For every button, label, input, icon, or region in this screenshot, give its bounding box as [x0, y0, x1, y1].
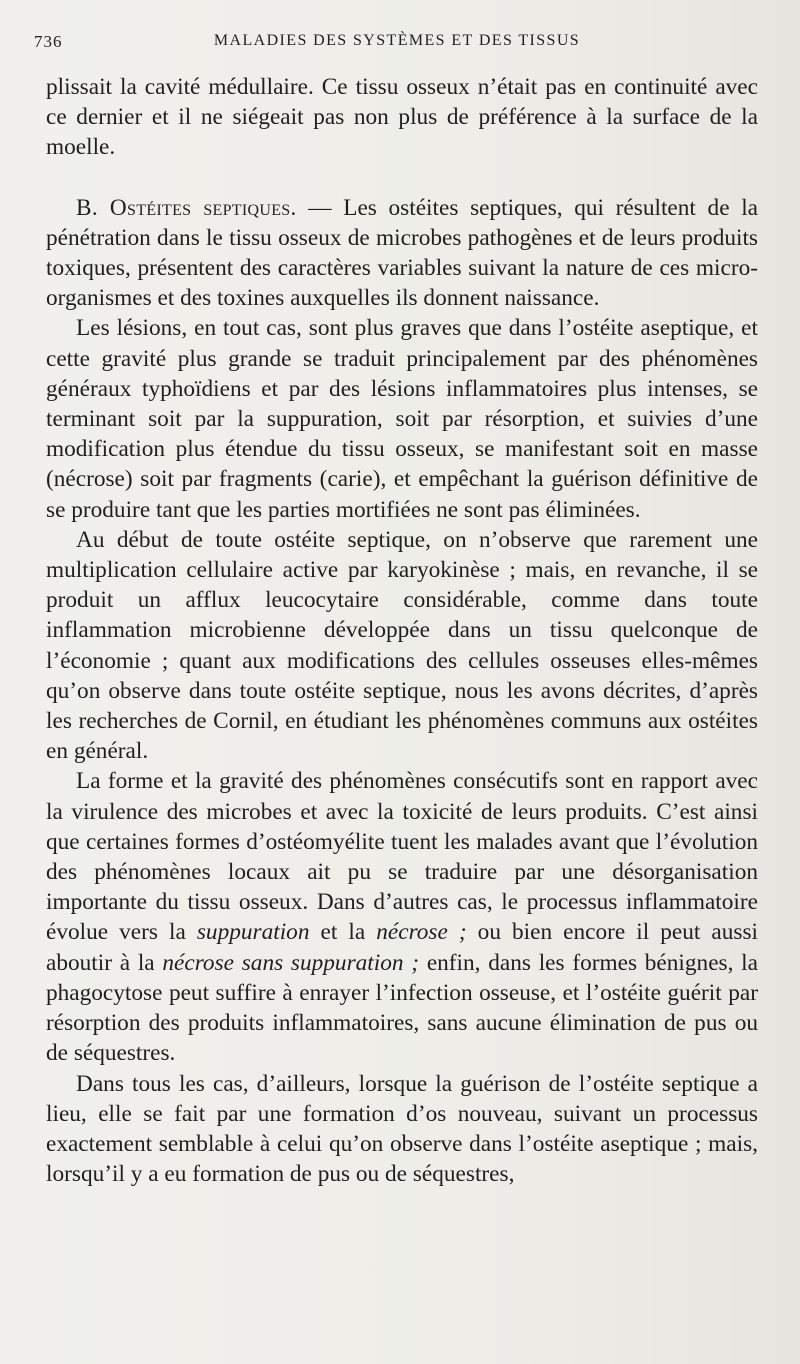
- paragraph: [46, 525, 758, 767]
- paragraph-continuation: [46, 72, 758, 163]
- paragraph-text: La forme et la gravité des phénomènes consécutifs sont en rapport avec la virulence des microbes et avec la toxicité de leurs produits. C’est ainsi que certaines formes d’ostéomyélite tuent les malades avant que l’évolution des phénomènes locaux ait pu se traduire par une désorganisation importante du tissu osseux. Dans d’autres cas, le processus inflammatoire évolue vers la: [46, 768, 758, 946]
- heading-dash: —: [296, 194, 344, 221]
- body-text: [46, 72, 758, 1189]
- italic-term: nécrose sans suppuration ;: [162, 949, 420, 976]
- paragraph-text: plissait la cavité médullaire. Ce tissu osseux n’était pas en continuité avec ce dernier et il ne siégeait pas non plus de préférence à la surface de la moelle.: [46, 74, 758, 161]
- paragraph: [46, 766, 758, 1068]
- running-title: MALADIES DES SYSTÈMES ET DES TISSUS: [213, 32, 581, 49]
- paragraph-text: ou bien encore il peut aussi aboutir à la: [46, 919, 758, 976]
- section-heading: B. Ostéites septiques.: [76, 194, 297, 221]
- paragraph-text: Les ostéites septiques, qui résultent de la pénétration dans le tissu osseux de microbes pathogènes et de leurs produits toxiques, présentent des caractères variables suivant la nature de ces micro-organismes et des toxines auxquelles ils donnent naissance.: [46, 194, 759, 312]
- paragraph-text: enfin, dans les formes bénignes, la phagocytose peut suffire à enrayer l’infection osseuse, et l’ostéite guérit par résorption des produits inflammatoires, sans aucune élimination de pus ou de séquestres.: [46, 949, 758, 1067]
- paragraph-text: Au début de toute ostéite septique, on n’observe que rarement une multiplication cellulaire active par karyokinèse ; mais, en revanche, il se produit un afflux leucocytaire considérable, comme dans toute inflammation microbienne développée dans un tissu quelconque de l’économie ; quant aux modifications des cellules osseuses elles-mêmes qu’on observe dans toute ostéite septique, nous les avons décrites, d’après les recherches de Cornil, en étudiant les phénomènes communs aux ostéites en général.: [46, 526, 758, 765]
- italic-term: nécrose ;: [376, 919, 467, 946]
- page-number: 736: [34, 32, 63, 51]
- paragraph: [46, 313, 758, 524]
- paragraph-text: et la: [309, 919, 377, 946]
- running-header: [34, 32, 760, 56]
- italic-term: suppuration: [196, 919, 310, 946]
- paragraph-text: Les lésions, en tout cas, sont plus graves que dans l’ostéite aseptique, et cette gravité plus grande se traduit principalement par des phénomènes généraux typhoïdiens et par des lésions inflammatoires plus intenses, se terminant soit par la suppuration, soit par résorption, et suivies d’une modification plus étendue du tissu osseux, se manifestant soit en masse (nécrose) soit par fragments (carie), et empêchant la guérison définitive de se produire tant que les parties mortifiées ne sont pas éliminées.: [46, 315, 758, 523]
- paragraph: [46, 1069, 758, 1190]
- paragraph-text: Dans tous les cas, d’ailleurs, lorsque la guérison de l’ostéite septique a lieu, elle se fait par une formation d’os nouveau, suivant un processus exactement semblable à celui qu’on observe dans l’ostéite aseptique ; mais, lorsqu’il y a eu formation de pus ou de séquestres,: [46, 1070, 758, 1188]
- section-b-paragraph: [46, 193, 758, 314]
